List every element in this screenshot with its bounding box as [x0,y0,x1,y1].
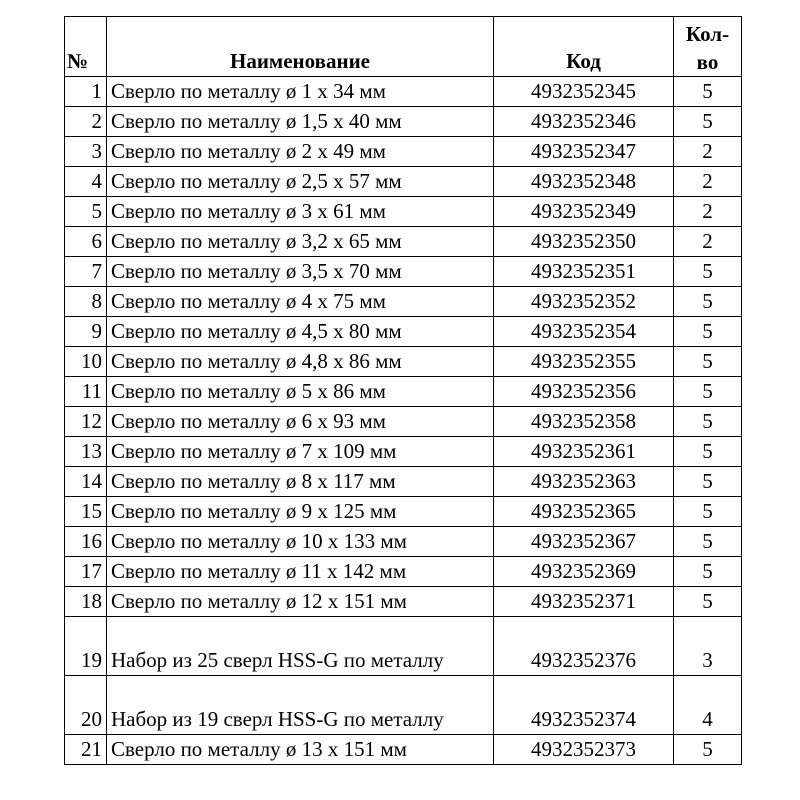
cell-number: 11 [65,377,107,407]
cell-number: 6 [65,227,107,257]
cell-quantity: 5 [674,317,742,347]
cell-quantity: 5 [674,557,742,587]
cell-quantity: 2 [674,197,742,227]
cell-code: 4932352345 [494,77,674,107]
cell-name: Сверло по металлу ø 4 x 75 мм [107,287,494,317]
cell-name: Сверло по металлу ø 2,5 x 57 мм [107,167,494,197]
cell-name: Сверло по металлу ø 7 x 109 мм [107,437,494,467]
cell-number: 20 [65,676,107,735]
cell-number: 10 [65,347,107,377]
drill-bits-table-container [64,16,742,765]
cell-name: Сверло по металлу ø 11 x 142 мм [107,557,494,587]
cell-number: 8 [65,287,107,317]
table-row [65,407,742,437]
cell-name: Сверло по металлу ø 4,5 x 80 мм [107,317,494,347]
header-quantity-line1: Кол- [685,22,730,46]
cell-quantity: 5 [674,377,742,407]
table-row [65,347,742,377]
cell-code: 4932352351 [494,257,674,287]
table-row [65,167,742,197]
cell-quantity: 2 [674,227,742,257]
table-row [65,557,742,587]
cell-number: 7 [65,257,107,287]
cell-number: 15 [65,497,107,527]
cell-number: 13 [65,437,107,467]
header-quantity-line2: во [696,50,719,74]
cell-number: 2 [65,107,107,137]
cell-name: Сверло по металлу ø 10 x 133 мм [107,527,494,557]
cell-name: Сверло по металлу ø 3 x 61 мм [107,197,494,227]
cell-quantity: 2 [674,167,742,197]
cell-code: 4932352350 [494,227,674,257]
cell-name: Сверло по металлу ø 2 x 49 мм [107,137,494,167]
table-body [65,77,742,765]
cell-name: Сверло по металлу ø 12 x 151 мм [107,587,494,617]
cell-code: 4932352371 [494,587,674,617]
cell-name: Сверло по металлу ø 5 x 86 мм [107,377,494,407]
table-row [65,497,742,527]
table-row [65,467,742,497]
cell-code: 4932352349 [494,197,674,227]
cell-number: 5 [65,197,107,227]
cell-name: Сверло по металлу ø 1,5 x 40 мм [107,107,494,137]
header-number: № [65,17,107,77]
cell-number: 3 [65,137,107,167]
cell-quantity: 5 [674,77,742,107]
cell-code: 4932352365 [494,497,674,527]
cell-name: Сверло по металлу ø 4,8 x 86 мм [107,347,494,377]
cell-code: 4932352354 [494,317,674,347]
table-row [65,287,742,317]
header-quantity [674,17,742,77]
cell-code: 4932352347 [494,137,674,167]
table-row [65,257,742,287]
cell-code: 4932352369 [494,557,674,587]
cell-code: 4932352346 [494,107,674,137]
cell-quantity: 5 [674,527,742,557]
cell-quantity: 5 [674,107,742,137]
table-row [65,437,742,467]
header-name: Наименование [107,17,494,77]
cell-number: 19 [65,617,107,676]
table-row [65,587,742,617]
table-row [65,527,742,557]
cell-number: 1 [65,77,107,107]
cell-number: 21 [65,735,107,765]
cell-quantity: 5 [674,257,742,287]
cell-code: 4932352355 [494,347,674,377]
cell-quantity: 5 [674,407,742,437]
cell-number: 4 [65,167,107,197]
cell-code: 4932352348 [494,167,674,197]
table-row [65,317,742,347]
table-row [65,377,742,407]
cell-number: 14 [65,467,107,497]
table-row [65,735,742,765]
table-header-row [65,17,742,77]
table-row [65,197,742,227]
cell-name: Сверло по металлу ø 13 x 151 мм [107,735,494,765]
cell-code: 4932352374 [494,676,674,735]
table-row [65,676,742,735]
table-row [65,227,742,257]
cell-name: Сверло по металлу ø 6 x 93 мм [107,407,494,437]
table-row [65,107,742,137]
header-code: Код [494,17,674,77]
cell-code: 4932352358 [494,407,674,437]
cell-name: Набор из 19 сверл HSS-G по металлу [107,676,494,735]
table-row [65,77,742,107]
cell-number: 18 [65,587,107,617]
cell-quantity: 5 [674,735,742,765]
cell-name: Сверло по металлу ø 8 x 117 мм [107,467,494,497]
cell-code: 4932352352 [494,287,674,317]
cell-quantity: 5 [674,467,742,497]
cell-name: Набор из 25 сверл HSS-G по металлу [107,617,494,676]
drill-bits-table [64,16,742,765]
cell-name: Сверло по металлу ø 3,5 x 70 мм [107,257,494,287]
cell-quantity: 3 [674,617,742,676]
cell-code: 4932352356 [494,377,674,407]
cell-quantity: 5 [674,347,742,377]
cell-code: 4932352361 [494,437,674,467]
cell-name: Сверло по металлу ø 3,2 x 65 мм [107,227,494,257]
cell-name: Сверло по металлу ø 9 x 125 мм [107,497,494,527]
cell-code: 4932352367 [494,527,674,557]
cell-number: 16 [65,527,107,557]
table-row [65,617,742,676]
cell-name: Сверло по металлу ø 1 x 34 мм [107,77,494,107]
cell-code: 4932352376 [494,617,674,676]
cell-quantity: 4 [674,676,742,735]
cell-quantity: 5 [674,437,742,467]
cell-quantity: 5 [674,587,742,617]
cell-code: 4932352373 [494,735,674,765]
cell-number: 12 [65,407,107,437]
cell-quantity: 2 [674,137,742,167]
cell-number: 9 [65,317,107,347]
table-row [65,137,742,167]
cell-quantity: 5 [674,287,742,317]
cell-code: 4932352363 [494,467,674,497]
cell-quantity: 5 [674,497,742,527]
cell-number: 17 [65,557,107,587]
